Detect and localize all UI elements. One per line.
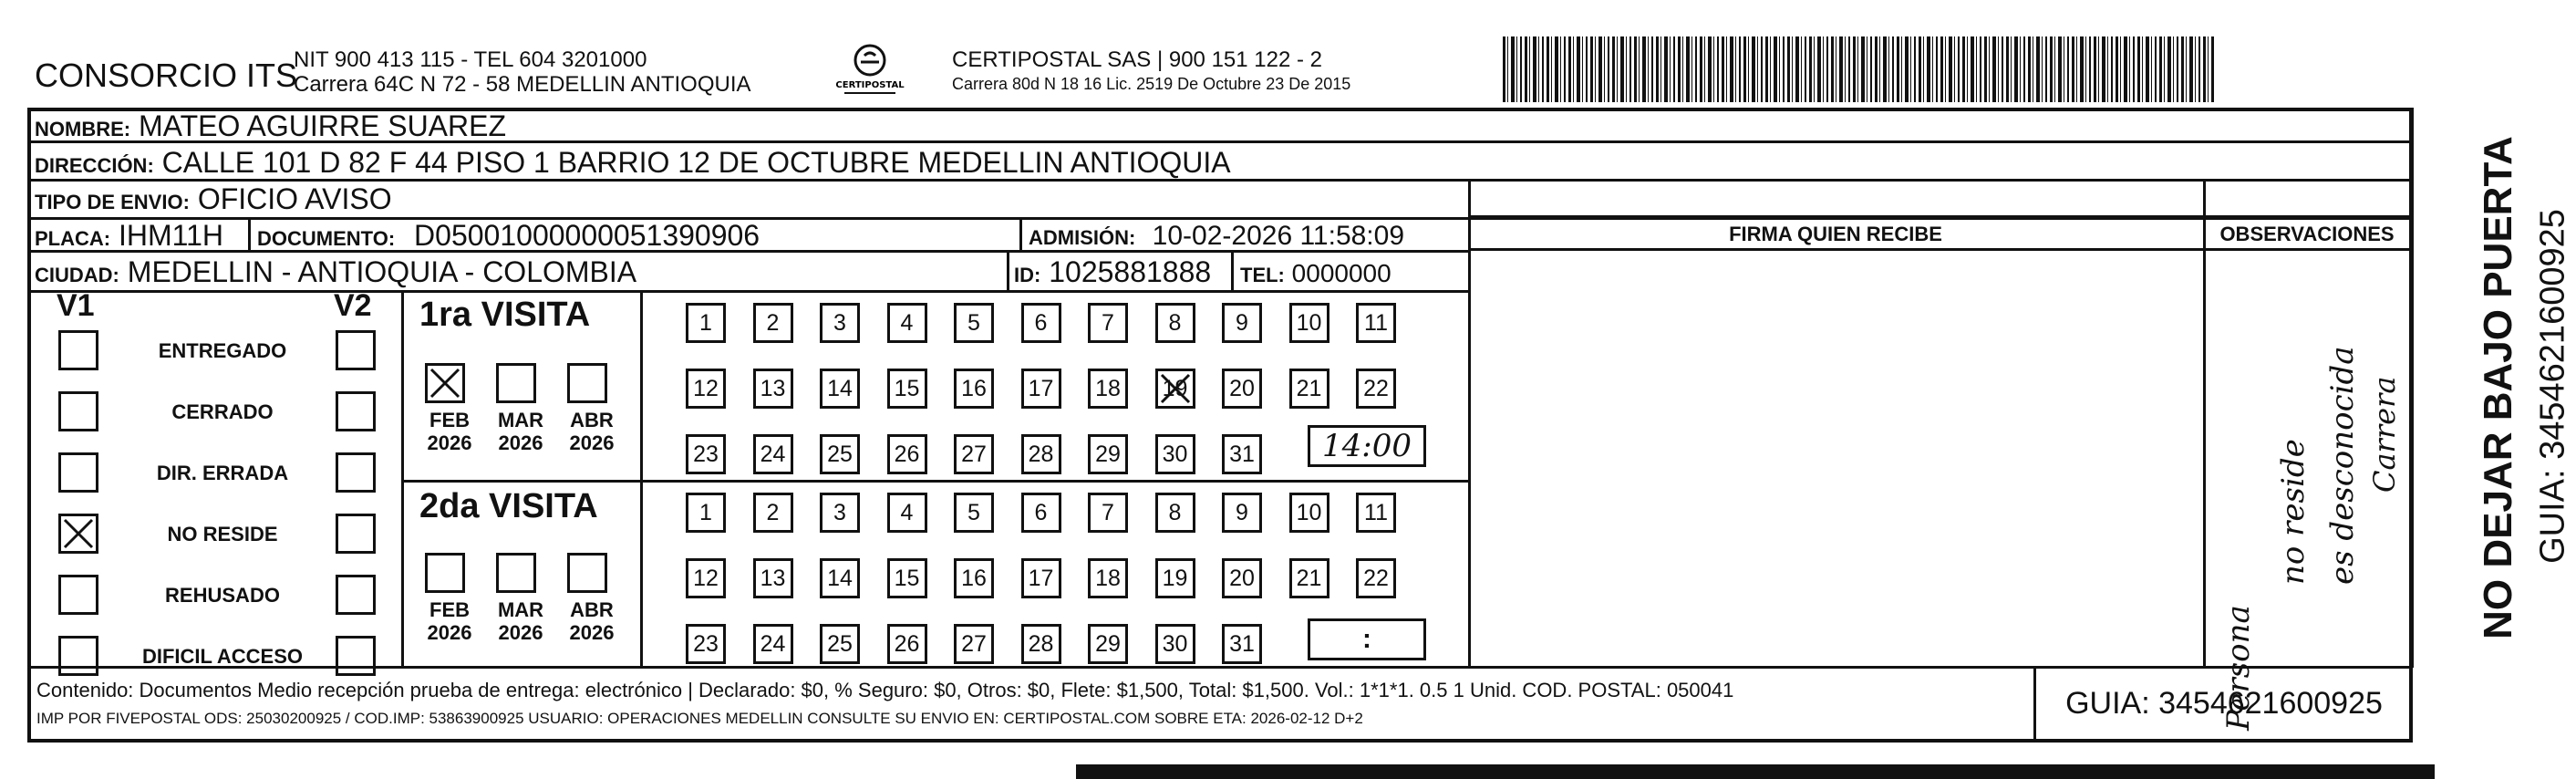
documento-value: D05001000000051390906 <box>414 219 760 252</box>
day-box[interactable]: 17 <box>1021 369 1061 409</box>
day-box[interactable]: 1 <box>686 493 726 533</box>
day-box[interactable]: 31 <box>1222 624 1262 664</box>
v2-checkbox[interactable] <box>336 575 376 615</box>
day-box[interactable]: 7 <box>1088 303 1128 343</box>
month-label: ABR 2026 <box>569 598 615 645</box>
v1-checkbox[interactable] <box>58 330 98 370</box>
admision-label: ADMISIÓN: <box>1029 226 1136 249</box>
day-box[interactable]: 20 <box>1222 369 1262 409</box>
day-box[interactable]: 18 <box>1088 369 1128 409</box>
day-box[interactable]: 9 <box>1222 303 1262 343</box>
day-box[interactable]: 26 <box>887 624 927 664</box>
nombre-field <box>35 111 506 140</box>
day-box[interactable]: 4 <box>887 303 927 343</box>
tipo-field <box>35 184 392 213</box>
id-value: 1025881888 <box>1049 255 1212 288</box>
footer-imp: IMP POR FIVEPOSTAL ODS: 25030200925 / COD.IMP: 53863900925 USUARIO: OPERACIONES MEDELLIN CONSULTE SU ENVIO EN: CERTIPOSTAL.COM SOBRE ETA: 2026-02-12 D+2 <box>36 710 1363 727</box>
day-box[interactable]: 21 <box>1289 558 1329 598</box>
placa-label: PLACA: <box>35 227 111 250</box>
day-box[interactable]: 31 <box>1222 434 1262 474</box>
day-box[interactable]: 16 <box>954 558 994 598</box>
admision-value: 10-02-2026 11:58:09 <box>1152 221 1405 251</box>
first-visit-title: 1ra VISITA <box>419 296 591 334</box>
day-box[interactable]: 18 <box>1088 558 1128 598</box>
documento-field <box>257 221 760 250</box>
footer-content: Contenido: Documentos Medio recepción prueba de entrega: electrónico | Declarado: $0, % Seguro: $0, Otros: $0, Flete: $1,500, Total: $1,500. Vol.: 1*1*1. 0.5 1 Unid. COD. POSTAL: 050041 <box>36 679 1734 701</box>
second-visit-title: 2da VISITA <box>419 487 598 525</box>
day-box[interactable]: 25 <box>820 624 860 664</box>
status-label: NO RESIDE <box>167 523 278 545</box>
v2-checkbox[interactable] <box>336 514 376 554</box>
company-name: CONSORCIO ITS <box>35 57 298 94</box>
month-checkbox[interactable] <box>496 553 536 593</box>
day-box[interactable]: 24 <box>753 624 793 664</box>
day-box[interactable]: 2 <box>753 303 793 343</box>
v1-checkbox[interactable] <box>58 452 98 493</box>
month-checkbox[interactable] <box>425 363 465 403</box>
day-box[interactable]: 2 <box>753 493 793 533</box>
day-box[interactable]: 13 <box>753 558 793 598</box>
v1-checkbox[interactable] <box>58 636 98 676</box>
day-box[interactable]: 14 <box>820 369 860 409</box>
day-box[interactable]: 3 <box>820 493 860 533</box>
side-vertical-text <box>2416 128 2571 657</box>
day-box[interactable]: 27 <box>954 434 994 474</box>
no-dejar-bajo-puerta: NO DEJAR BAJO PUERTA <box>2476 136 2520 639</box>
id-field <box>1014 257 1211 286</box>
day-box[interactable]: 29 <box>1088 624 1128 664</box>
paper-edge <box>1076 764 2435 779</box>
day-box[interactable]: 10 <box>1289 493 1329 533</box>
ciudad-value: MEDELLIN - ANTIOQUIA - COLOMBIA <box>127 255 637 288</box>
day-box[interactable]: 30 <box>1155 434 1195 474</box>
status-label: ENTREGADO <box>158 339 287 362</box>
day-box[interactable]: 28 <box>1021 434 1061 474</box>
v2-header: V2 <box>334 288 372 323</box>
day-box[interactable]: 14 <box>820 558 860 598</box>
day-box[interactable]: 29 <box>1088 434 1128 474</box>
tel-label: TEL: <box>1240 264 1285 286</box>
day-box[interactable]: 8 <box>1155 303 1195 343</box>
day-box[interactable]: 28 <box>1021 624 1061 664</box>
month-checkbox[interactable] <box>425 553 465 593</box>
handwriting-line-1: Persona <box>2220 605 2257 731</box>
day-box[interactable]: 22 <box>1356 369 1396 409</box>
day-box[interactable]: 6 <box>1021 303 1061 343</box>
status-label: DIR. ERRADA <box>156 462 289 484</box>
month-label: FEB 2026 <box>427 409 472 455</box>
tipo-value: OFICIO AVISO <box>197 182 392 215</box>
v1-checkbox[interactable] <box>58 514 98 554</box>
day-box[interactable]: 15 <box>887 558 927 598</box>
day-box[interactable]: 8 <box>1155 493 1195 533</box>
day-box[interactable]: 20 <box>1222 558 1262 598</box>
v1-checkbox[interactable] <box>58 391 98 431</box>
tel-value: 0000000 <box>1291 259 1391 287</box>
ciudad-label: CIUDAD: <box>35 264 119 286</box>
handwriting-line-2: no reside <box>2275 439 2312 585</box>
day-box[interactable]: 12 <box>686 558 726 598</box>
status-label: CERRADO <box>171 400 274 423</box>
direccion-label: DIRECCIÓN: <box>35 154 154 177</box>
side-guia: GUIA: 3454621600925 <box>2533 209 2572 564</box>
v2-checkbox[interactable] <box>336 391 376 431</box>
v2-checkbox[interactable] <box>336 452 376 493</box>
day-box[interactable]: 5 <box>954 493 994 533</box>
day-box[interactable]: 1 <box>686 303 726 343</box>
day-box[interactable]: 27 <box>954 624 994 664</box>
day-box[interactable]: 15 <box>887 369 927 409</box>
month-checkbox[interactable] <box>567 553 607 593</box>
day-box[interactable]: 4 <box>887 493 927 533</box>
day-box[interactable]: 6 <box>1021 493 1061 533</box>
v2-checkbox[interactable] <box>336 330 376 370</box>
ciudad-field <box>35 257 636 286</box>
month-label: ABR 2026 <box>569 409 615 455</box>
tipo-label: TIPO DE ENVIO: <box>35 191 190 213</box>
day-box[interactable]: 19 <box>1155 369 1195 409</box>
documento-label: DOCUMENTO: <box>257 227 396 250</box>
day-box[interactable]: 7 <box>1088 493 1128 533</box>
certipostal-logo <box>832 42 908 99</box>
v1-checkbox[interactable] <box>58 575 98 615</box>
placa-field <box>35 221 223 250</box>
v1-header: V1 <box>57 288 95 323</box>
day-box[interactable]: 26 <box>887 434 927 474</box>
day-box[interactable]: 22 <box>1356 558 1396 598</box>
day-box[interactable]: 10 <box>1289 303 1329 343</box>
day-box[interactable]: 11 <box>1356 303 1396 343</box>
month-label: MAR 2026 <box>497 409 544 455</box>
day-box[interactable]: 5 <box>954 303 994 343</box>
direccion-field <box>35 148 1231 177</box>
month-checkbox[interactable] <box>496 363 536 403</box>
day-box[interactable]: 16 <box>954 369 994 409</box>
day-box[interactable]: 12 <box>686 369 726 409</box>
company-address: Carrera 64C N 72 - 58 MEDELLIN ANTIOQUIA <box>294 72 751 97</box>
admision-field <box>1029 223 1404 250</box>
day-box[interactable]: 25 <box>820 434 860 474</box>
day-box[interactable]: 21 <box>1289 369 1329 409</box>
id-label: ID: <box>1014 264 1041 286</box>
status-label: DIFICIL ACCESO <box>141 645 303 668</box>
logo-text: CERTIPOSTAL <box>835 80 905 90</box>
handwriting-line-4: Carrera <box>2367 376 2402 493</box>
day-box[interactable]: 9 <box>1222 493 1262 533</box>
handwriting-line-3: es desconocida <box>2324 346 2361 585</box>
day-box[interactable]: 13 <box>753 369 793 409</box>
day-box[interactable]: 11 <box>1356 493 1396 533</box>
day-box[interactable]: 24 <box>753 434 793 474</box>
first-visit-time: 14:00 <box>1308 425 1426 467</box>
nombre-value: MATEO AGUIRRE SUAREZ <box>139 109 507 142</box>
second-visit-time: : <box>1308 618 1426 660</box>
month-label: FEB 2026 <box>427 598 472 645</box>
placa-value: IHM11H <box>119 219 223 252</box>
day-box[interactable]: 17 <box>1021 558 1061 598</box>
barcode <box>1503 36 2214 102</box>
observaciones-header: OBSERVACIONES <box>2219 223 2395 245</box>
v2-checkbox[interactable] <box>336 636 376 676</box>
nombre-label: NOMBRE: <box>35 118 131 140</box>
day-box[interactable]: 3 <box>820 303 860 343</box>
month-label: MAR 2026 <box>497 598 544 645</box>
day-box[interactable]: 23 <box>686 434 726 474</box>
footer-guia: GUIA: 3454621600925 <box>2065 686 2383 721</box>
day-box[interactable]: 30 <box>1155 624 1195 664</box>
day-box[interactable]: 23 <box>686 624 726 664</box>
carrier-license: Carrera 80d N 18 16 Lic. 2519 De Octubre 23 De 2015 <box>952 75 1351 93</box>
carrier-name: CERTIPOSTAL SAS | 900 151 122 - 2 <box>952 47 1322 72</box>
tel-field <box>1240 261 1391 286</box>
day-box[interactable]: 19 <box>1155 558 1195 598</box>
direccion-value: CALLE 101 D 82 F 44 PISO 1 BARRIO 12 DE OCTUBRE MEDELLIN ANTIOQUIA <box>161 146 1231 179</box>
company-nit: NIT 900 413 115 - TEL 604 3201000 <box>294 47 647 72</box>
status-label: REHUSADO <box>165 584 280 607</box>
firma-header: FIRMA QUIEN RECIBE <box>1729 223 1942 245</box>
month-checkbox[interactable] <box>567 363 607 403</box>
